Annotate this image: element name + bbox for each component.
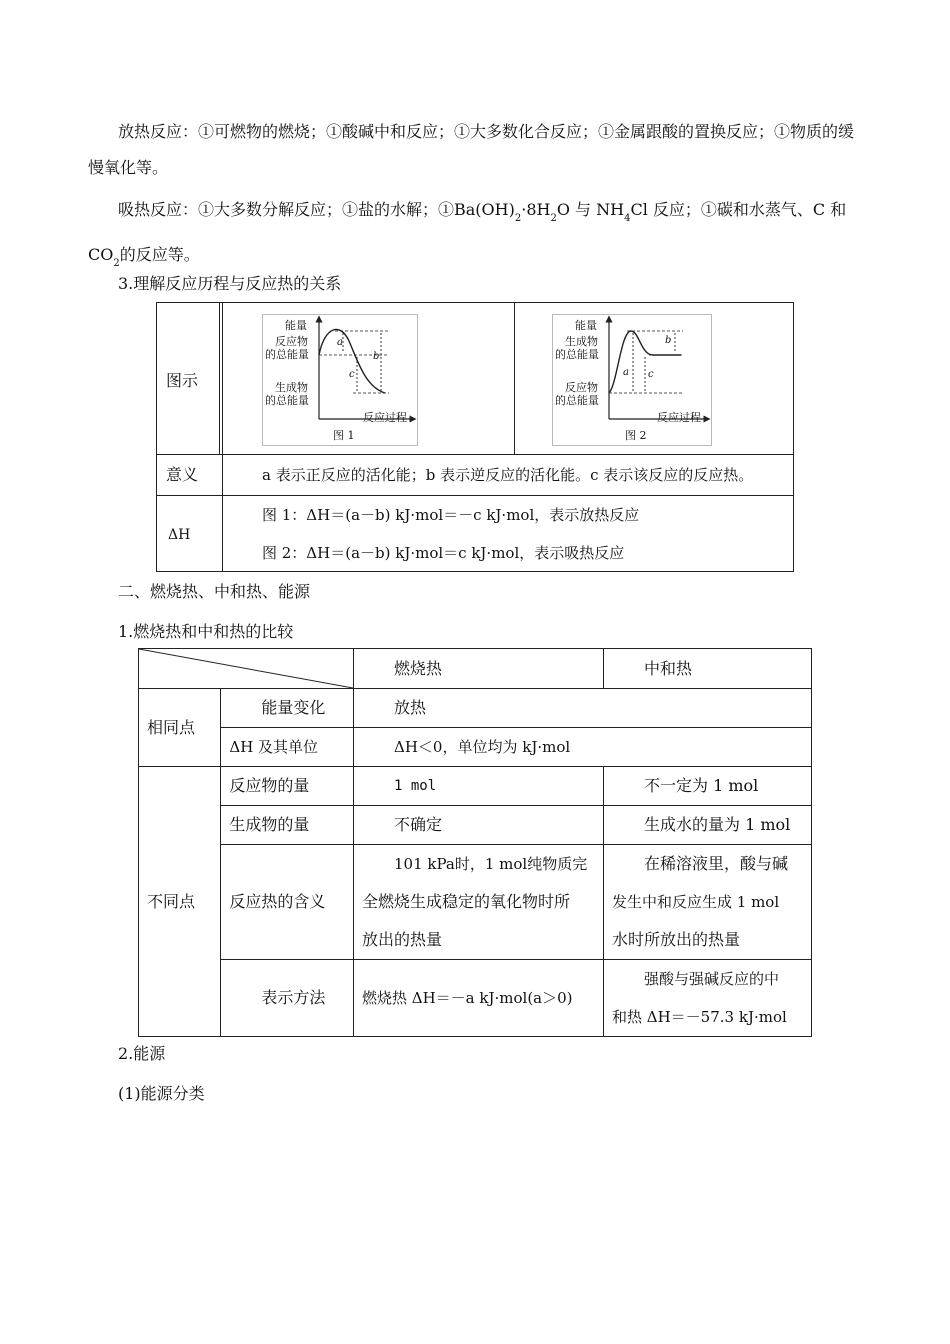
corner-cell	[139, 649, 354, 689]
diff-label: 不同点	[139, 767, 221, 1037]
expression-label: 表示方法	[221, 960, 354, 1037]
fig1-a: a	[337, 337, 343, 348]
fig1-xlabel: 反应过程	[363, 411, 407, 424]
dh-unit-label: ΔH 及其单位	[221, 728, 354, 767]
heat-meaning-combustion: 101 kPa时，1 mol纯物质完 全燃烧生成稳定的氧化物时所 放出的热量	[354, 845, 604, 960]
row-label-diagram: 图示	[166, 371, 199, 390]
heading-energy: 2.能源	[118, 1044, 166, 1063]
comparison-table	[138, 648, 812, 1037]
fig2-ylabel: 能量	[575, 319, 597, 332]
fig2-b: b	[665, 335, 672, 346]
exothermic-paragraph: 放热反应：①可燃物的燃烧；①酸碱中和反应；①大多数化合反应；①金属跟酸的置换反应；①物质的缓慢氧化等。	[88, 122, 855, 177]
row-label-meaning: 意义	[166, 465, 199, 484]
energy-diagram-2	[552, 314, 712, 446]
fig2-a: a	[623, 367, 629, 378]
energy-change-value: 放热	[354, 689, 812, 728]
reactant-amount-combustion: 1 mol	[354, 767, 604, 806]
energy-classification: (1)能源分类	[118, 1084, 205, 1103]
dh-unit-value: ΔH＜0，单位均为 kJ·mol	[354, 728, 812, 767]
meaning-text: a 表示正反应的活化能；b 表示逆反应的活化能。c 表示该反应的反应热。	[262, 466, 754, 484]
reactant-amount-label: 反应物的量	[221, 767, 354, 806]
heat-meaning-label: 反应热的含义	[221, 845, 354, 960]
product-amount-label: 生成物的量	[221, 806, 354, 845]
reaction-heat-table	[156, 302, 794, 572]
same-label: 相同点	[139, 689, 221, 767]
fig2-bottom-label: 反应物 的总能量	[555, 381, 599, 407]
heat-meaning-neutralization: 在稀溶液里，酸与碱 发生中和反应生成 1 mol 水时所放出的热量	[604, 845, 812, 960]
fig1-top-label: 反应物 的总能量	[265, 335, 309, 361]
fig1-b: b	[373, 351, 380, 362]
energy-diagram-1	[262, 314, 418, 446]
energy-change-label: 能量变化	[221, 689, 354, 728]
fig1-ylabel: 能量	[285, 319, 307, 332]
fig1-caption: 图 1	[333, 429, 355, 442]
fig2-c: c	[648, 369, 654, 380]
fig2-caption: 图 2	[625, 429, 647, 442]
fig1-c: c	[349, 369, 355, 380]
product-amount-neutralization: 生成水的量为 1 mol	[604, 806, 812, 845]
section-heading-2: 二、燃烧热、中和热、能源	[118, 582, 311, 601]
col-head-combustion: 燃烧热	[354, 649, 604, 689]
row-label-delta-h: ΔH	[168, 527, 191, 543]
endothermic-paragraph: 吸热反应：①大多数分解反应；①盐的水解；$①Ba(OH)_2\cdot 8H_2O$ 与 $NH_4Cl$ 反应；①碳和水蒸气、C 和 $CO_2$的反应等。	[88, 200, 847, 269]
col-head-neutralization: 中和热	[604, 649, 812, 689]
delta-h-fig1: 图 1：ΔH＝(a－b) kJ·mol＝－c kJ·mol，表示放热反应	[262, 506, 640, 524]
heading-reaction-process: 3.理解反应历程与反应热的关系	[118, 274, 342, 293]
expression-neutralization: 强酸与强碱反应的中 和热 ΔH＝－57.3 kJ·mol	[604, 960, 812, 1037]
product-amount-combustion: 不确定	[354, 806, 604, 845]
expression-combustion: 燃烧热 ΔH＝－a kJ·mol(a＞0)	[354, 960, 604, 1037]
fig2-xlabel: 反应过程	[657, 411, 701, 424]
delta-h-fig2: 图 2：ΔH＝(a－b) kJ·mol＝c kJ·mol，表示吸热反应	[262, 544, 625, 562]
reactant-amount-neutralization: 不一定为 1 mol	[604, 767, 812, 806]
fig1-bottom-label: 生成物 的总能量	[265, 381, 309, 407]
fig2-top-label: 生成物 的总能量	[555, 335, 599, 361]
heading-comparison: 1.燃烧热和中和热的比较	[118, 622, 294, 641]
